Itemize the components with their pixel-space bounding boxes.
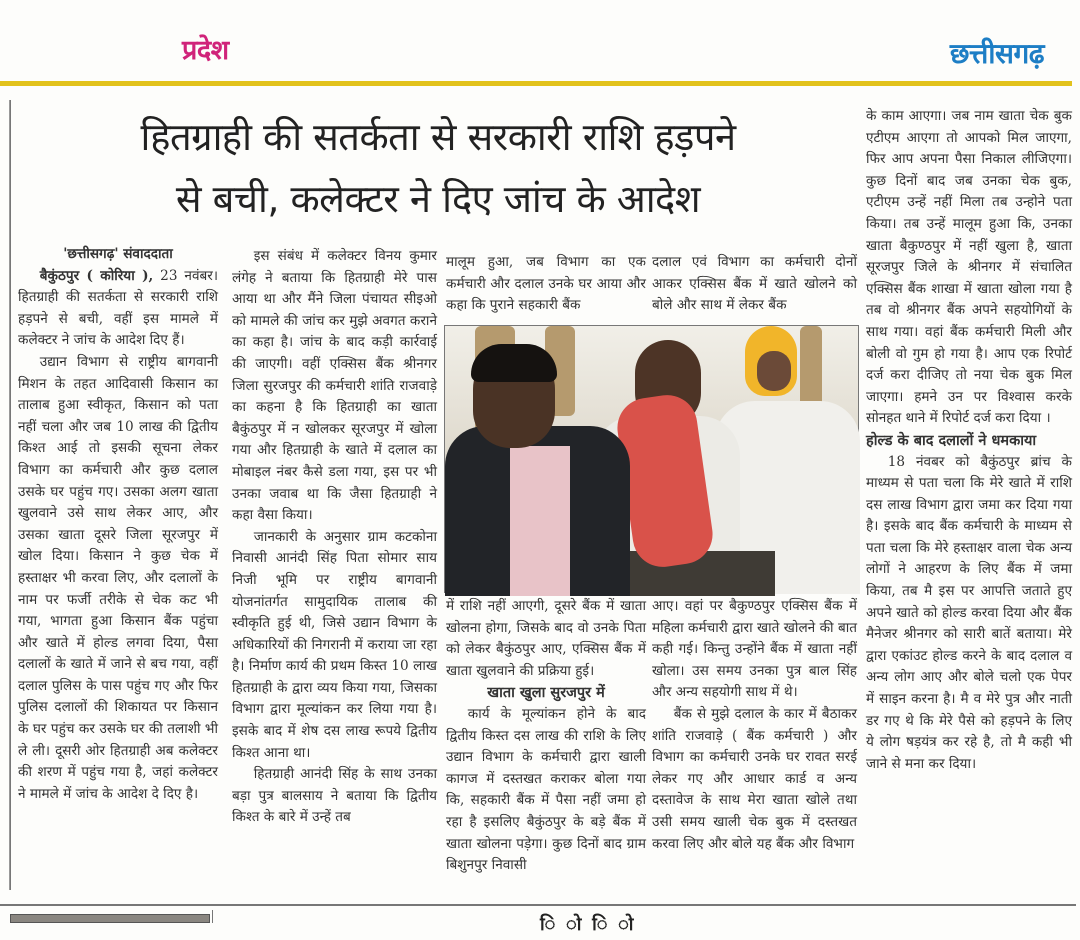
- dateline-place: बैकुंठपुर ( कोरिया ),: [39, 267, 154, 284]
- headline-line-1: हितग्राही की सतर्कता से सरकारी राशि हड़पने: [140, 115, 736, 159]
- article-headline: [18, 106, 858, 230]
- paragraph: उद्यान विभाग से राष्ट्रीय बागवानी मिशन के तहत आदिवासी किसान का तालाब हुआ स्वीकृत, किसान को पता नहीं चला और जब 10 लाख की द्वितीय किश्त आई तो इसकी सूचना लेकर विभाग का कर्मचारी और कुछ दलाल उसके घर पहुंच गए। उसका अलग खाता खुलवाने उसे साथ लेकर आए, और उसका खाता दूसरे जिला सूरजपुर में खोल दिया। किसान ने कुछ चेक में हस्ताक्षर भी करवा लिए, और दलालों के नाम पर फर्जी तरीके से चेक कट भी गया, भागता हुआ किसान बैंक पहुंचा और खाते में होल्ड लगवा दिया, पैसा दलालों के खाते में जाने से बच गया, वहीं दलाल पुलिस के पास पहुंच गए और फिर पुलिस दलालों की शिकायत पर किसान के घर पहुंच कर उसके घर की तलाशी भी ले ली। दूसरी ओर हितग्राही अब कलेक्टर की शरण में पहुंच गया है, जहां कलेक्टर ने मामले में जांच के आदेश दे दिए है।: [18, 353, 218, 802]
- subheading: खाता खुला सुरजपुर में: [487, 684, 605, 702]
- column-divider: [212, 910, 213, 923]
- paragraph: दलाल एवं विभाग का कर्मचारी दोनों आकर एक्सिस बैंक में खाते खोलने को बोले और साथ में लेकर बैंक: [652, 254, 857, 314]
- paragraph: हितग्राही आनंदी सिंह के साथ उनका बड़ा पुत्र बालसाय ने बताया कि द्वितीय किश्त के बारे में उन्हें तब: [232, 766, 437, 826]
- paragraph: में राशि नहीं आएगी, दूसरे बैंक में खाता खोलना होगा, जिसके बाद वो उनके पिता को लेकर बैकुंठपुर आए, एक्सिस बैंक में खाता खुलवाने की प्रक्रिया हुई।: [446, 598, 646, 679]
- adjacent-column-stub: [0, 100, 10, 890]
- subheading: होल्ड के बाद दलालों ने धमकाया: [866, 431, 1037, 449]
- article-column-1: [18, 244, 218, 805]
- article-column-3-top: [446, 252, 646, 317]
- page-header: [0, 0, 1080, 92]
- paragraph: जानकारी के अनुसार ग्राम कटकोना निवासी आनंदी सिंह पिता सोमार साय निजी भूमि पर राष्ट्रीय बागवानी योजनांतर्गत सामुदायिक तालाब की स्वीकृति हुई थी, जिसे उद्यान विभाग के अधिकारियों की निगरानी में कराया जा रहा है। निर्माण कार्य की प्रथम किस्त 10 लाख हितग्राही के द्वारा व्यय किया गया, जिसका विभाग द्वारा मूल्यांकन कर लिया गया है। इसके बाद में शेष दस लाख रूपये द्वितीय किश्त आना था।: [232, 528, 437, 761]
- section-label: प्रदेश: [182, 35, 229, 66]
- headline-line-2: से बची, कलेक्टर ने दिए जांच के आदेश: [175, 177, 701, 221]
- paragraph: बैंक से मुझे दलाल के कार में बैठाकर शांति राजवाड़े ( बैंक कर्मचारी ) और विभाग का कर्मचारी उनके घर रावत सरई लेकर गए और आधार कार्ड व अन्य दस्तावेज के साथ मेरा खाता खोले तथा उसी समय खाली चेक बुक में दस्तखत करवा लिए और बोले यह बैंक और विभाग: [652, 705, 857, 852]
- article-column-4-bottom: [652, 596, 857, 855]
- next-article-headline: ि ो ि ो: [540, 914, 640, 935]
- paragraph: कार्य के मूल्यांकन होने के बाद द्वितीय किस्त दस लाख की राशि के लिए उद्यान विभाग के कर्मचारी द्वारा खाली कागज में दस्तखत कराकर बोला गया कि, सहकारी बैंक में पैसा नहीं जमा हो रहा है इसलिए बैकुंठपुर के बड़े बैंक में खाता खोलना पड़ेगा। कुछ दिनों बाद ग्राम बिशुनपुर निवासी: [446, 705, 646, 874]
- lead-text: 23 नवंबर। हितग्राही की सतर्कता से सरकारी राशि हड़पने से बची, वहीं इस मामले में कलेक्टर ने जांच के आदेश दिए हैं।: [18, 267, 218, 349]
- paragraph: के काम आएगा। जब नाम खाता चेक बुक एटीएम आएगा तो आपको मिल जाएगा, फिर आप अपना पैसा निकाल लीजिएगा। कुछ दिनों बाद जब उनका चेक बुक, एटीएम उन्हें नहीं मिला तब उन्होने पता किया। तब उन्हें मालूम हुआ कि, उनका खाता बैकुण्ठपुर में नहीं खुला है, खाता सूरजपुर जिले के श्रीनगर में संचालित एक्सिस बैंक शाखा में खाता खोला गया है तब वो श्रीनगर बैंक अपने सहयोगियों के साथ गया। वहां बैंक कर्मचारी मिली और बोली वो गुम हो गया है। आप एक रिपोर्ट दर्ज करा दीजिए तो नया चेक बुक मिल जाएगा। हमने उन पर विश्वास करके सोनहत थाने में रिपोर्ट दर्ज करा दिया ।: [866, 108, 1072, 427]
- article-column-4-top: [652, 252, 857, 317]
- column-divider: [10, 100, 11, 890]
- paragraph: आए। वहां पर बैकुण्ठपुर एक्सिस बैंक में महिला कर्मचारी द्वारा खाते खोलने की बात कही गई। किन्तु उन्होंने बैंक में खाता नहीं खोला। उस समय उनका पुत्र बाल सिंह और अन्य सहयोगी साथ में थे।: [652, 598, 857, 701]
- header-rule: [0, 81, 1072, 86]
- byline: 'छत्तीसगढ़' संवाददाता: [63, 246, 173, 262]
- article-column-5: [866, 106, 1072, 775]
- article-column-2: [232, 246, 437, 829]
- paragraph: मालूम हुआ, जब विभाग का एक कर्मचारी और दलाल उनके घर आया और कहा कि पुराने सहकारी बैंक: [446, 254, 646, 314]
- bottom-rule: [0, 904, 1076, 906]
- paragraph: 18 नंवबर को बैकुंठपुर ब्रांच के माध्यम से पता चला कि मेरे खाते में राशि दस लाख विभाग द्वारा जमा कर दिया गया है। इसके बाद बैंक कर्मचारी के माध्यम से पता चला कि मेरे हस्ताक्षर वाला चेक अन्य लोगों ने आहरण के लिए बैंक में जमा किया, तब मै इस पर आपत्ति जताते हुए अपने खाते को होल्ड करवा दिया और बैंक मैनेजर श्रीनगर को सारी बातें बताया। मेरे द्वारा एकांउट होल्ड करने के बाद दलाल व अन्य लोग आए और बोले चलो एक पेपर में साइन करना है। मै व मेरे पुत्र और नाती डर गए थे कि मेरे पैसे को हड़पने के लिए ये लोग षड़यंत्र कर रहे है, तो मै कही भी जाने से मना कर दिया।: [866, 453, 1072, 772]
- paragraph: इस संबंध में कलेक्टर विनय कुमार लंगेह ने बताया कि हितग्राही मेरे पास आया था और मैंने जिला पंचायत सीइओ को मामले की जांच कर मुझे अवगत कराने का कहा है। जांच के बाद कड़ी कार्रवाई की जाएगी। वहीं एक्सिस बैंक श्रीनगर जिला सुरजपुर की कर्मचारी शांति राजवाड़े का कहना है कि हितग्राही का खाता बैकुंठपुर में न खोलकर सूरजपुर में खोला गया और हितग्राही के खाते में दलाल का मोबाइल नंबर कैसे डला गया, इस पर भी उनका जवाब था कि जैसा हितग्राही ने कहा वैसा किया।: [232, 248, 437, 524]
- article-column-3-bottom: [446, 596, 646, 877]
- dateline-paragraph: [18, 266, 218, 352]
- next-article-photo: [10, 914, 210, 923]
- brand-label: छत्तीसगढ़: [949, 37, 1044, 70]
- news-photo: [444, 325, 859, 593]
